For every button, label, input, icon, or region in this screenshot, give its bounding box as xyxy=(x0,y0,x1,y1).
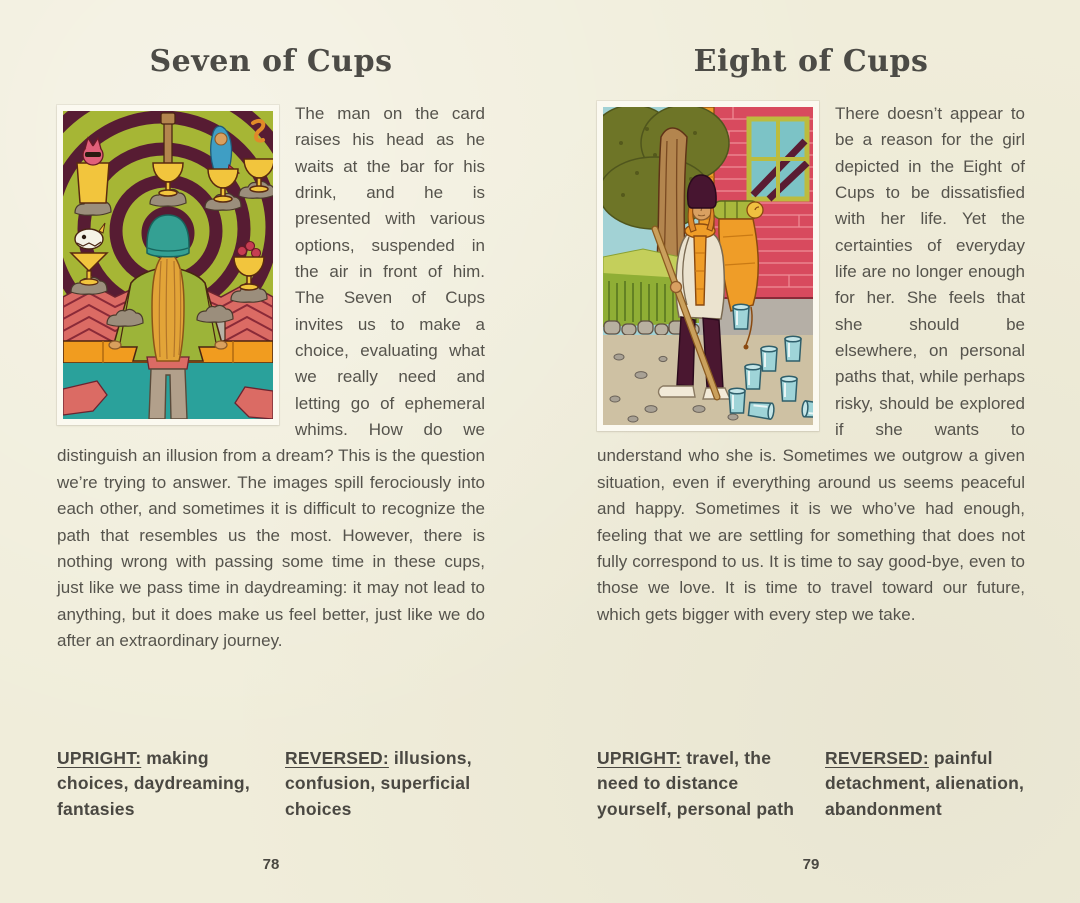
seven-of-cups-illustration xyxy=(63,111,273,419)
page-title: Eight of Cups xyxy=(693,44,929,79)
upright-keywords xyxy=(57,746,257,822)
reversed-keywords xyxy=(285,746,485,822)
keywords-section xyxy=(597,746,1025,822)
eight-of-cups-illustration xyxy=(603,107,813,425)
page-number: 79 xyxy=(802,856,820,873)
body-block xyxy=(57,101,485,654)
reversed-label: REVERSED: xyxy=(285,747,389,768)
page-number: 78 xyxy=(262,856,280,873)
page-eight-of-cups xyxy=(540,0,1080,903)
card-description: There doesn’t appear to be a reason for the girl depicted in the Eight of Cups to be dissatisfied with her life. Yet the certainties of everyday life are no longer enough for her. She feels that she should be elsewhere, on personal paths that, while perhaps risky, should be explored if she wants to understand who she is. Sometimes we outgrow a given situation, even if everything around us seems peaceful and happy. Sometimes it is we who’ve had enough, feeling that we are settling for something that does not fully correspond to us. It is time to say good-bye, even to those we love. It is time to travel toward our future, which gets bigger with every step we take. xyxy=(597,104,1025,624)
upright-text: travel, the need to distance yourself, personal path xyxy=(597,747,795,819)
reversed-text: painful detachment, alienation, abandonment xyxy=(825,747,1025,819)
page-title: Seven of Cups xyxy=(149,44,393,79)
upright-text: making choices, daydreaming, fantasies xyxy=(57,747,250,819)
reversed-keywords xyxy=(825,746,1025,822)
reversed-text: illusions, confusion, superficial choices xyxy=(285,747,472,819)
card-description: The man on the card raises his head as he waits at the bar for his drink, and he is presented with various options, suspended in the air in front of him. The Seven of Cups invites us to make a choice, evaluating what we really need and letting go of ephemeral whims. How do we distinguish an illusion from a dream? This is the question we’re trying to answer. The images spill ferociously into each other, and sometimes it is difficult to recognize the path that resembles us the most. However, there is nothing wrong with passing some time in these cups, just like we pass time in daydreaming: it may not lead to anything, but it does make us feel better, just like we do after an extraordinary journey. xyxy=(57,104,485,650)
body-block xyxy=(597,101,1025,628)
eight-of-cups-card xyxy=(597,101,819,431)
keywords-section xyxy=(57,746,485,822)
upright-label: UPRIGHT: xyxy=(597,747,682,768)
upright-label: UPRIGHT: xyxy=(57,747,142,768)
seven-of-cups-card xyxy=(57,105,279,425)
reversed-label: REVERSED: xyxy=(825,747,929,768)
upright-keywords xyxy=(597,746,797,822)
